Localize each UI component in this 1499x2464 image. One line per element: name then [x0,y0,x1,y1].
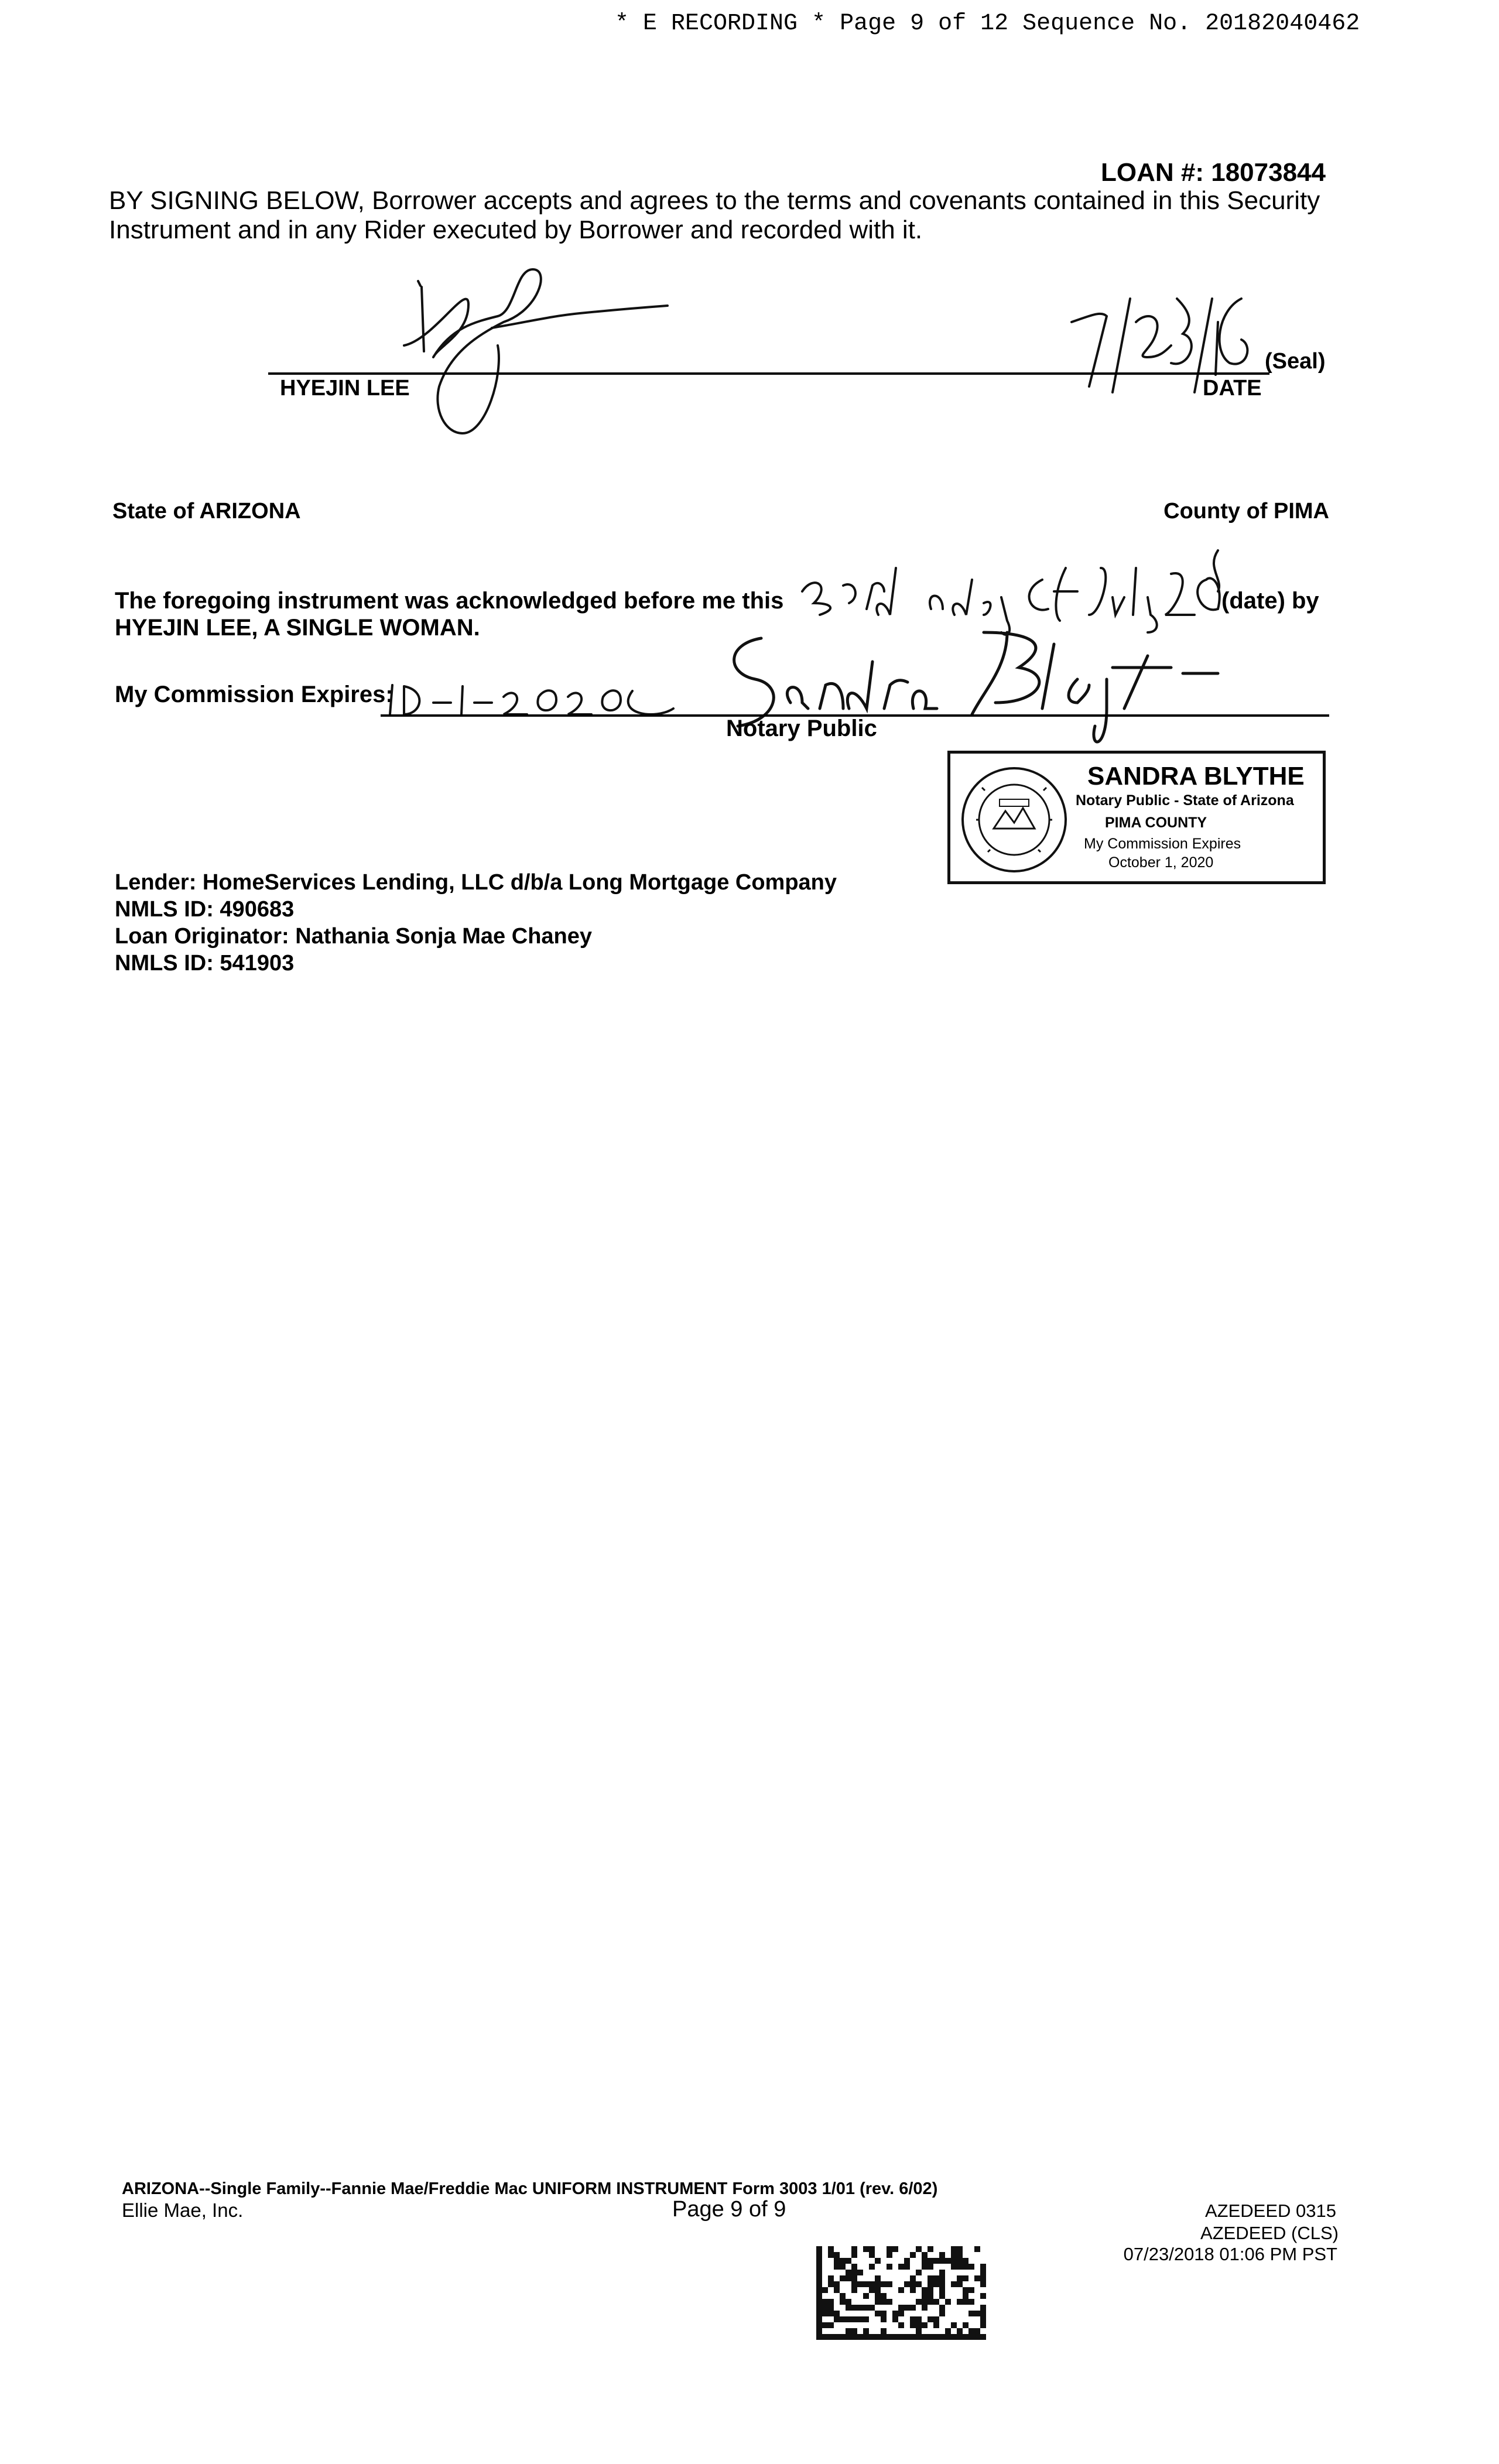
barcode-module [851,2328,857,2334]
barcode-module [846,2275,851,2281]
barcode-module [846,2305,851,2311]
barcode-module [910,2275,916,2281]
barcode-module [834,2287,840,2293]
barcode-module [892,2246,898,2252]
barcode-module [851,2334,857,2340]
barcode-module [816,2258,822,2264]
barcode-module [869,2264,875,2270]
loan-number: LOAN #: 18073844 [1101,158,1326,187]
document-code-1: AZEDEED 0315 [1205,2201,1336,2221]
barcode-module [875,2334,881,2340]
barcode-module [957,2252,963,2258]
barcode-module [881,2334,887,2340]
barcode-module [887,2299,892,2305]
barcode-module [945,2334,951,2340]
barcode-module [928,2293,933,2299]
barcode-module [910,2252,916,2258]
barcode-module [980,2293,986,2299]
barcode-module [816,2270,822,2275]
barcode-module [828,2275,834,2281]
barcode-module [968,2328,974,2334]
borrower-signature [398,258,773,457]
barcode-module [974,2246,980,2252]
barcode-module [951,2258,957,2264]
barcode-module [928,2275,933,2281]
barcode-module [957,2299,963,2305]
originator-nmls-id: NMLS ID: 541903 [115,951,295,976]
barcode-module [910,2287,916,2293]
barcode-module [928,2246,933,2252]
barcode-module [846,2258,851,2264]
barcode-module [957,2281,963,2287]
barcode-module [963,2299,968,2305]
barcode-module [851,2264,857,2270]
barcode-module [840,2275,846,2281]
barcode-module [822,2305,828,2311]
barcode-module [828,2252,834,2258]
barcode-module [910,2322,916,2328]
barcode-module [933,2322,939,2328]
barcode-icon [816,2246,986,2340]
barcode-module [851,2281,857,2287]
barcode-module [928,2316,933,2322]
barcode-module [939,2252,945,2258]
page-number: Page 9 of 9 [672,2197,786,2222]
barcode-module [916,2246,922,2252]
barcode-module [846,2328,851,2334]
barcode-module [816,2334,822,2340]
barcode-module [968,2299,974,2305]
barcode-module [951,2322,957,2328]
barcode-module [933,2281,939,2287]
barcode-module [904,2264,910,2270]
borrower-name: HYEJIN LEE [280,376,410,401]
barcode-module [933,2258,939,2264]
barcode-module [963,2334,968,2340]
barcode-module [846,2316,851,2322]
barcode-module [898,2287,904,2293]
acknowledgment-line-2: HYEJIN LEE, A SINGLE WOMAN. [115,615,480,641]
lender-nmls-id: NMLS ID: 490683 [115,897,295,922]
barcode-module [922,2287,928,2293]
barcode-module [816,2275,822,2281]
barcode-module [963,2322,968,2328]
form-identifier: ARIZONA--Single Family--Fannie Mae/Freddie Mac UNIFORM INSTRUMENT Form 3003 1/01 (rev. 6/02) [122,2179,938,2198]
county: County of PIMA [1163,499,1329,523]
stamp-commission-date: October 1, 2020 [1108,854,1214,871]
barcode-module [968,2287,974,2293]
barcode-module [834,2316,840,2322]
barcode-module [916,2281,922,2287]
barcode-module [916,2316,922,2322]
barcode-module [974,2275,980,2281]
barcode-module [968,2334,974,2340]
barcode-module [822,2322,828,2328]
barcode-module [869,2287,875,2293]
barcode-module [828,2305,834,2311]
barcode-module [816,2299,822,2305]
barcode-module [816,2311,822,2316]
barcode-module [857,2270,863,2275]
barcode-module [916,2299,922,2305]
barcode-module [851,2246,857,2252]
barcode-module [968,2264,974,2270]
barcode-module [851,2252,857,2258]
barcode-module [851,2305,857,2311]
barcode-module [834,2281,840,2287]
barcode-module [881,2299,887,2305]
barcode-module [887,2246,892,2252]
barcode-module [851,2316,857,2322]
barcode-module [887,2334,892,2340]
barcode-module [816,2252,822,2258]
barcode-module [846,2334,851,2340]
barcode-module [816,2246,822,2252]
barcode-module [887,2264,892,2270]
barcode-module [840,2264,846,2270]
barcode-module [857,2334,863,2340]
barcode-module [933,2299,939,2305]
barcode-module [875,2281,881,2287]
barcode-module [922,2252,928,2258]
barcode-module [898,2305,904,2311]
barcode-module [939,2305,945,2311]
barcode-module [898,2264,904,2270]
barcode-module [951,2252,957,2258]
barcode-module [980,2311,986,2316]
barcode-module [963,2275,968,2281]
barcode-module [922,2258,928,2264]
barcode-module [945,2328,951,2334]
barcode-module [816,2293,822,2299]
print-timestamp: 07/23/2018 01:06 PM PST [1123,2244,1337,2264]
barcode-module [939,2270,945,2275]
barcode-module [928,2281,933,2287]
barcode-module [875,2275,881,2281]
barcode-module [963,2293,968,2299]
barcode-module [834,2252,840,2258]
barcode-module [916,2270,922,2275]
barcode-module [840,2293,846,2299]
barcode-module [904,2305,910,2311]
barcode-module [957,2264,963,2270]
barcode-module [939,2334,945,2340]
barcode-module [939,2311,945,2316]
borrower-signature-line [268,372,1269,375]
barcode-module [840,2316,846,2322]
vendor-name: Ellie Mae, Inc. [122,2199,244,2221]
barcode-module [933,2334,939,2340]
barcode-module [980,2322,986,2328]
barcode-module [840,2258,846,2264]
recording-header: * E RECORDING * Page 9 of 12 Sequence No. 20182040462 [615,11,1360,37]
barcode-module [910,2334,916,2340]
barcode-module [875,2293,881,2299]
barcode-module [922,2334,928,2340]
barcode-module [974,2328,980,2334]
barcode-module [939,2293,945,2299]
barcode-module [898,2322,904,2328]
barcode-module [916,2328,922,2334]
lender-name: Lender: HomeServices Lending, LLC d/b/a Long Mortgage Company [115,870,837,895]
barcode-module [822,2334,828,2340]
signing-paragraph: BY SIGNING BELOW, Borrower accepts and agrees to the terms and covenants contained in this Security Instrument and in any Rider executed by Borrower and recorded with it. [109,186,1320,244]
barcode-module [863,2316,869,2322]
barcode-module [974,2334,980,2340]
barcode-module [892,2311,898,2316]
state: State of ARIZONA [112,499,301,523]
barcode-module [822,2299,828,2305]
barcode-module [957,2275,963,2281]
barcode-module [816,2264,822,2270]
barcode-module [980,2316,986,2322]
barcode-module [980,2281,986,2287]
barcode-module [875,2299,881,2305]
barcode-module [910,2316,916,2322]
barcode-module [840,2334,846,2340]
stamp-notary-title: Notary Public - State of Arizona [1076,792,1294,809]
barcode-module [945,2299,951,2305]
barcode-module [863,2328,869,2334]
notary-public-label: Notary Public [726,716,877,741]
document-code-2: AZEDEED (CLS) [1200,2223,1339,2243]
barcode-module [922,2293,928,2299]
barcode-module [980,2270,986,2275]
barcode-module [869,2252,875,2258]
barcode-module [928,2287,933,2293]
barcode-module [881,2311,887,2316]
barcode-module [869,2281,875,2287]
barcode-module [863,2293,869,2299]
loan-originator: Loan Originator: Nathania Sonja Mae Chaney [115,924,593,949]
barcode-module [980,2305,986,2311]
barcode-module [846,2299,851,2305]
barcode-module [857,2305,863,2311]
barcode-module [816,2305,822,2311]
barcode-module [828,2334,834,2340]
barcode-module [851,2275,857,2281]
barcode-module [939,2258,945,2264]
barcode-module [957,2246,963,2252]
barcode-module [974,2311,980,2316]
barcode-module [846,2270,851,2275]
barcode-module [822,2311,828,2316]
barcode-module [869,2305,875,2311]
barcode-module [928,2264,933,2270]
barcode-module [898,2311,904,2316]
barcode-module [933,2316,939,2322]
barcode-module [922,2264,928,2270]
barcode-module [916,2322,922,2328]
barcode-module [840,2299,846,2305]
barcode-module [951,2334,957,2340]
date-label: DATE [1203,376,1262,401]
barcode-module [834,2334,840,2340]
barcode-module [881,2328,887,2334]
barcode-module [816,2287,822,2293]
barcode-module [816,2328,822,2334]
stamp-county: PIMA COUNTY [1105,815,1207,831]
barcode-module [910,2281,916,2287]
stamp-commission-label: My Commission Expires [1084,836,1241,852]
barcode-module [904,2258,910,2264]
barcode-module [922,2299,928,2305]
barcode-module [922,2322,928,2328]
barcode-module [939,2287,945,2293]
barcode-module [887,2281,892,2287]
barcode-module [951,2246,957,2252]
barcode-module [968,2311,974,2316]
barcode-module [957,2334,963,2340]
barcode-module [957,2328,963,2334]
acknowledgment-line-1: The foregoing instrument was acknowledged before me this [115,588,784,614]
barcode-module [916,2334,922,2340]
barcode-module [834,2264,840,2270]
barcode-module [881,2281,887,2287]
barcode-module [875,2287,881,2293]
barcode-module [863,2281,869,2287]
barcode-module [963,2264,968,2270]
barcode-module [939,2281,945,2287]
barcode-module [922,2305,928,2311]
barcode-module [910,2305,916,2311]
barcode-module [851,2270,857,2275]
barcode-module [875,2258,881,2264]
barcode-module [939,2275,945,2281]
stamp-notary-name: SANDRA BLYTHE [1087,762,1305,790]
barcode-module [945,2258,951,2264]
barcode-module [828,2246,834,2252]
barcode-module [816,2281,822,2287]
commission-expires-label: My Commission Expires: [115,682,393,707]
barcode-module [875,2311,881,2316]
barcode-module [892,2334,898,2340]
barcode-module [881,2316,887,2322]
barcode-module [887,2252,892,2258]
barcode-module [892,2316,898,2322]
barcode-module [828,2299,834,2305]
barcode-module [834,2258,840,2264]
barcode-module [863,2334,869,2340]
barcode-module [951,2281,957,2287]
barcode-module [857,2316,863,2322]
notary-stamp [947,751,1326,884]
barcode-module [816,2316,822,2322]
state-seal-icon [959,764,1070,875]
barcode-module [928,2299,933,2305]
barcode-module [851,2287,857,2293]
barcode-module [816,2322,822,2328]
barcode-module [863,2246,869,2252]
barcode-module [869,2246,875,2252]
seal-label: (Seal) [1265,349,1326,374]
barcode-module [928,2258,933,2264]
barcode-module [863,2305,869,2311]
barcode-module [963,2258,968,2264]
acknowledgment-date-suffix: (date) by [1221,588,1319,614]
barcode-module [828,2322,834,2328]
barcode-module [904,2281,910,2287]
barcode-module [928,2334,933,2340]
barcode-module [828,2281,834,2287]
barcode-module [828,2311,834,2316]
barcode-module [933,2275,939,2281]
barcode-module [957,2258,963,2264]
barcode-module [963,2287,968,2293]
barcode-module [898,2334,904,2340]
barcode-module [822,2287,828,2293]
barcode-module [980,2275,986,2281]
barcode-module [980,2334,986,2340]
barcode-module [904,2334,910,2340]
barcode-module [834,2311,840,2316]
barcode-module [980,2264,986,2270]
barcode-module [857,2281,863,2287]
barcode-module [951,2264,957,2270]
barcode-module [869,2334,875,2340]
barcode-module [881,2293,887,2299]
